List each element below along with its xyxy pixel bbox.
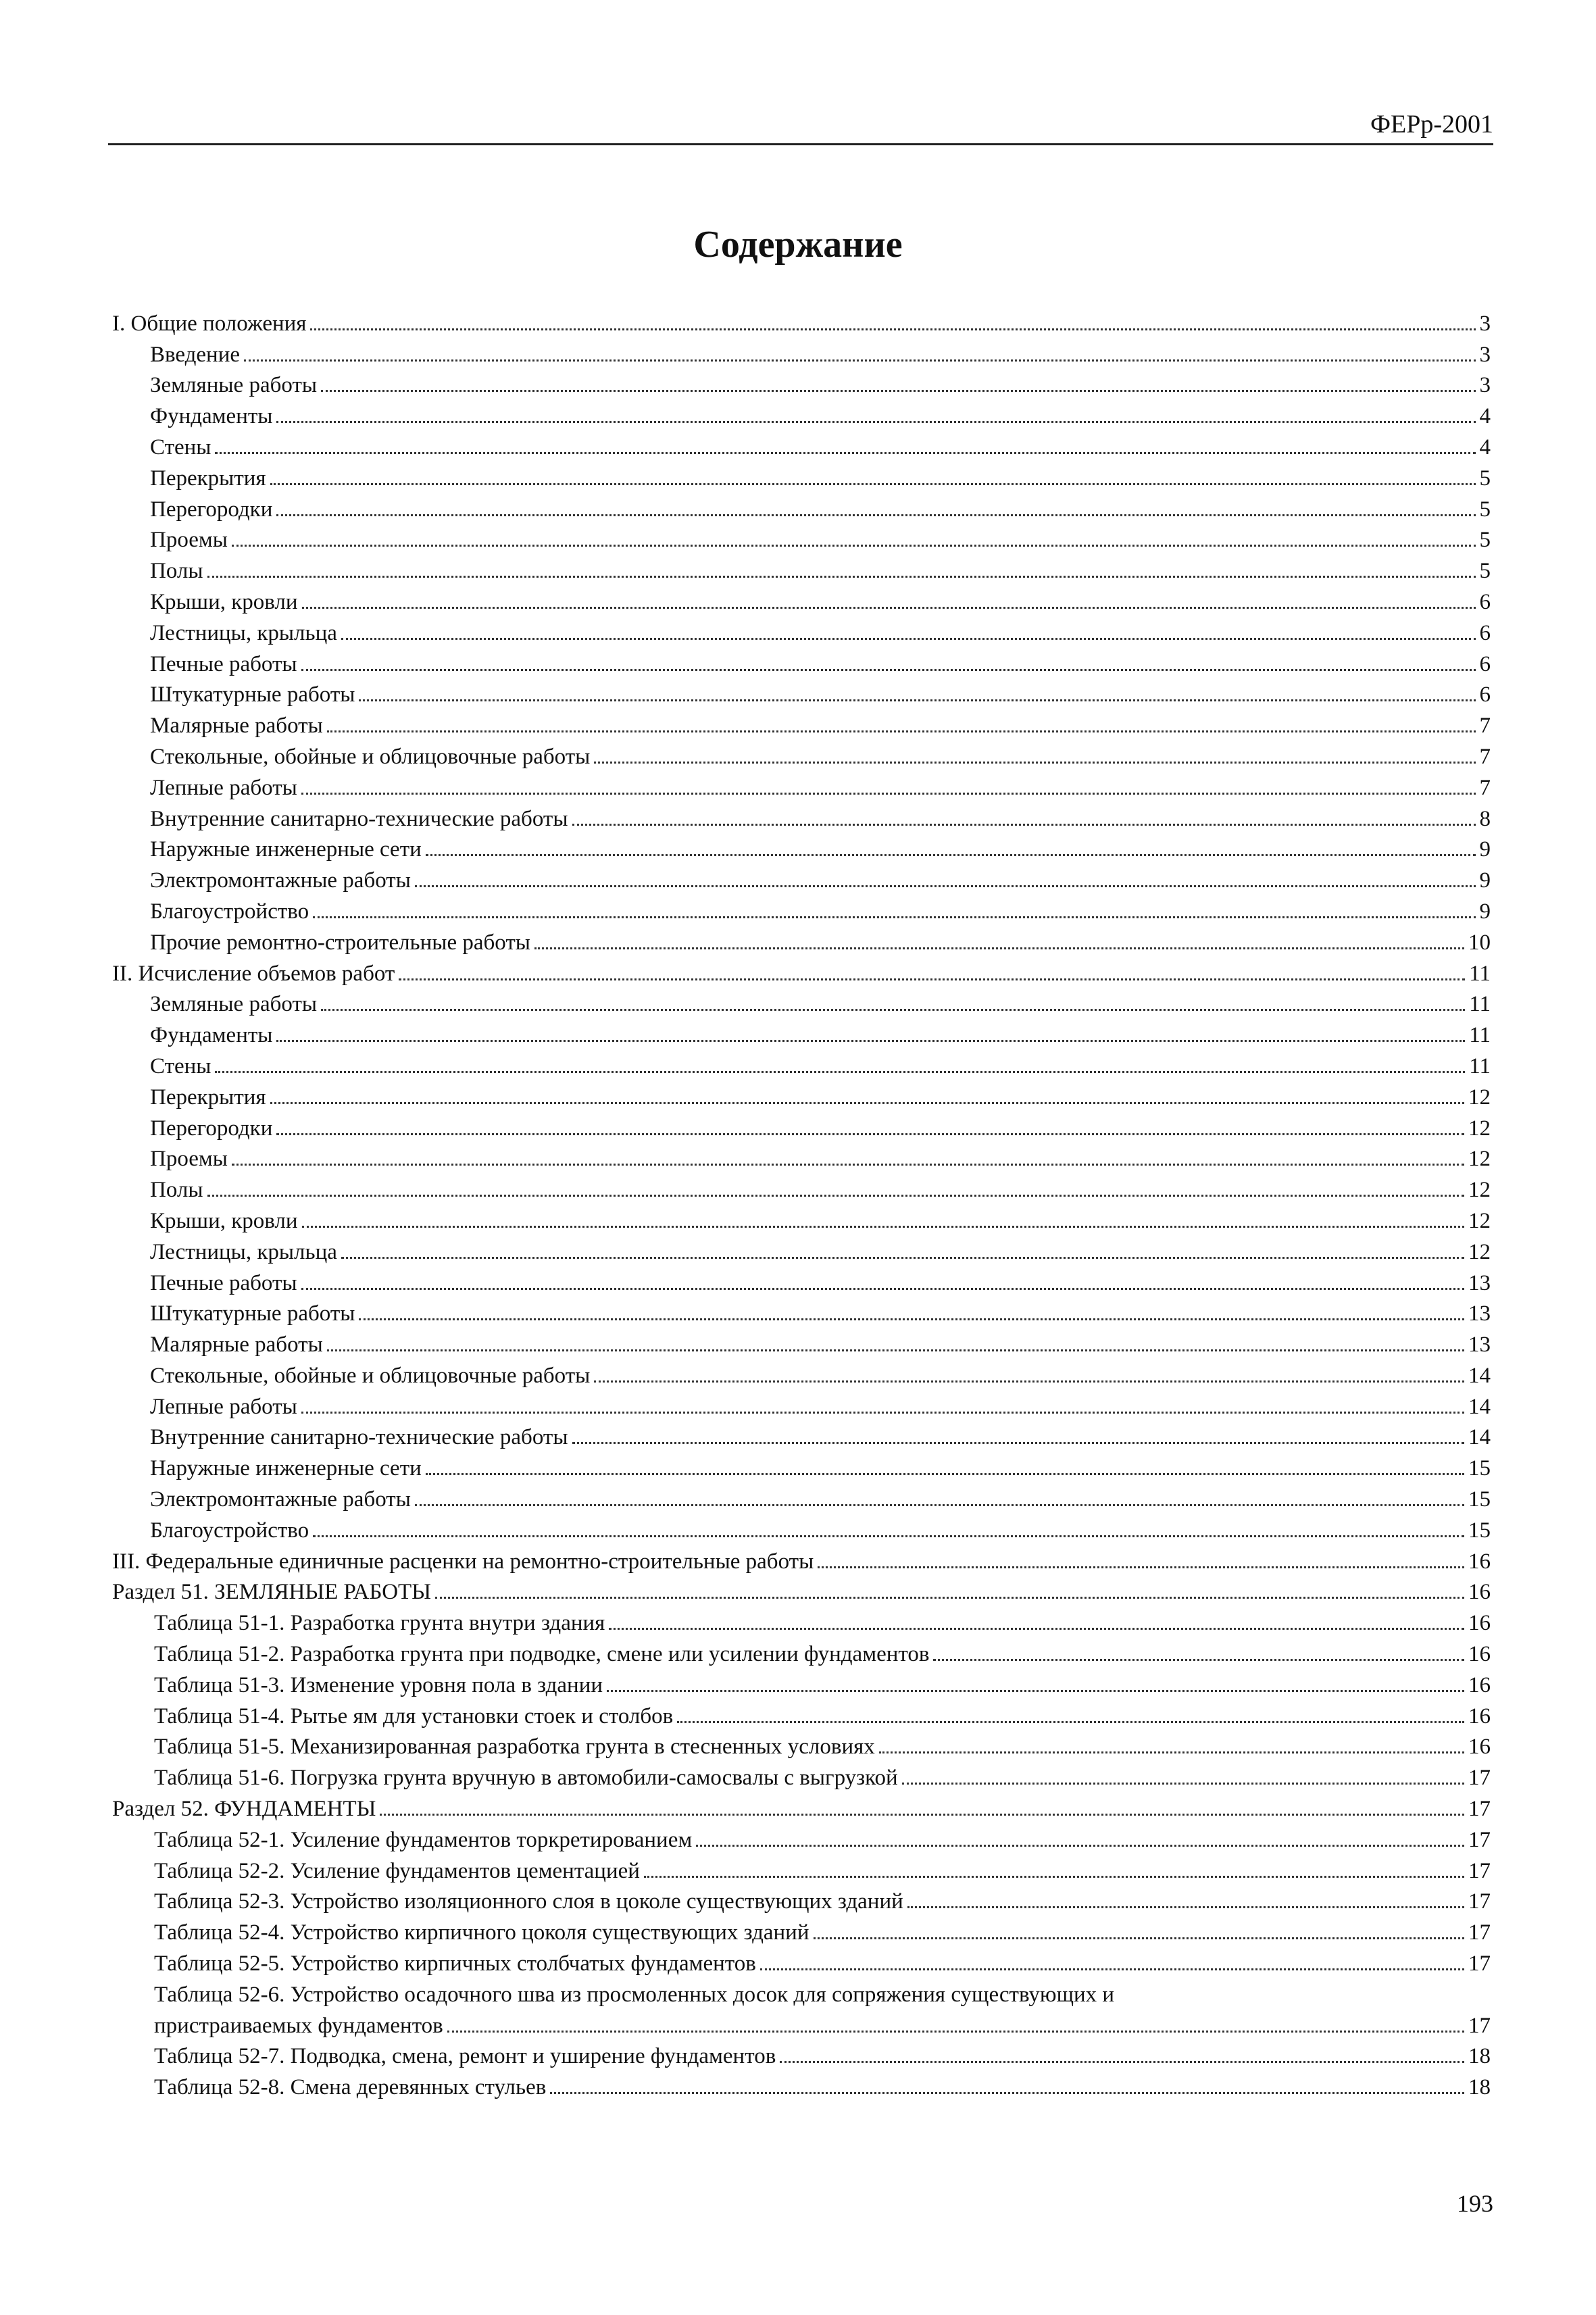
dot-leader: [902, 1783, 1464, 1785]
dot-leader: [302, 1226, 1464, 1228]
toc-entry-page: 15: [1468, 1456, 1491, 1481]
dot-leader: [933, 1659, 1464, 1661]
toc-entry-label: Введение: [150, 342, 241, 367]
toc-entry-page: 4: [1479, 434, 1491, 459]
toc-entry[interactable]: [112, 1109, 1491, 1140]
toc-entry-label: Лестницы, крыльца: [150, 620, 337, 645]
dot-leader: [232, 1164, 1464, 1166]
toc-entry[interactable]: [112, 1728, 1491, 1759]
toc-entry-page: 15: [1468, 1487, 1491, 1512]
toc-entry-page: 6: [1479, 651, 1491, 676]
toc-entry-page: 16: [1468, 1672, 1491, 1697]
toc-entry-page: 17: [1468, 1889, 1491, 1914]
toc-entry[interactable]: [112, 768, 1491, 799]
dot-leader: [415, 1504, 1464, 1506]
toc-entry-label: Проемы: [150, 528, 228, 553]
toc-entry[interactable]: [112, 1789, 1491, 1820]
dot-leader: [879, 1751, 1464, 1753]
dot-leader: [550, 2092, 1464, 2094]
toc-entry-label: Прочие ремонтно-строительные работы: [150, 930, 530, 955]
dot-leader: [215, 452, 1475, 454]
toc-entry-page: 5: [1479, 497, 1491, 522]
toc-entry-label: Земляные работы: [150, 373, 318, 398]
toc-entry-label: Таблица 52-6. Устройство осадочного шва из просмоленных досок для сопряжения существующих и: [154, 1982, 1115, 2007]
toc-entry-label: Лепные работы: [150, 1394, 297, 1419]
toc-entry[interactable]: [112, 1418, 1491, 1449]
dot-leader: [321, 390, 1475, 392]
toc-entry-label: Таблица 52-5. Устройство кирпичных столбчатых фундаментов: [154, 1951, 756, 1976]
dot-leader: [313, 916, 1475, 918]
toc-entry-label: Крыши, кровли: [150, 1208, 298, 1233]
dot-leader: [327, 730, 1476, 732]
toc-entry-label: Перекрытия: [150, 466, 266, 491]
toc-entry[interactable]: [112, 892, 1491, 923]
toc-entry-label: Стены: [150, 1053, 211, 1078]
dot-leader: [207, 1195, 1464, 1197]
toc-entry-page: 17: [1468, 1766, 1491, 1791]
toc-entry-page: 18: [1468, 2044, 1491, 2069]
toc-entry[interactable]: [112, 1047, 1491, 1078]
dot-leader: [760, 1968, 1464, 1970]
toc-entry[interactable]: [112, 1264, 1491, 1295]
toc-entry[interactable]: [112, 1666, 1491, 1697]
toc-entry[interactable]: [112, 954, 1491, 985]
toc-entry-page: 8: [1479, 806, 1491, 831]
toc-entry-page: 5: [1479, 466, 1491, 491]
toc-entry-label: Таблица 51-5. Механизированная разработка грунта в стесненных условиях: [154, 1735, 875, 1760]
toc-entry-page: 16: [1468, 1549, 1491, 1574]
toc-entry-page: 7: [1479, 714, 1491, 739]
toc-entry-label: Таблица 51-1. Разработка грунта внутри здания: [154, 1611, 605, 1636]
page-title: Содержание: [693, 224, 903, 266]
toc-entry-page: 6: [1479, 682, 1491, 707]
toc-entry-label: Полы: [150, 559, 203, 584]
toc-entry[interactable]: [112, 676, 1491, 707]
toc-entry[interactable]: [112, 1697, 1491, 1728]
toc-entry-label: Перегородки: [150, 1116, 273, 1141]
toc-entry[interactable]: [112, 2037, 1491, 2068]
toc-entry[interactable]: [112, 1480, 1491, 1511]
toc-entry-label: Таблица 52-4. Устройство кирпичного цоколя существующих зданий: [154, 1920, 809, 1945]
toc-entry-label: Наружные инженерные сети: [150, 1456, 422, 1481]
toc-entry-label: Земляные работы: [150, 992, 318, 1017]
dot-leader: [244, 359, 1475, 362]
toc-entry[interactable]: [112, 861, 1491, 892]
toc-entry[interactable]: [112, 985, 1491, 1016]
toc-entry-label: Малярные работы: [150, 1333, 323, 1358]
toc-entry-page: 7: [1479, 744, 1491, 769]
toc-entry[interactable]: [112, 1511, 1491, 1542]
dot-leader: [276, 421, 1475, 423]
toc-entry-label: II. Исчисление объемов работ: [112, 961, 395, 986]
dot-leader: [644, 1876, 1464, 1878]
dot-leader: [594, 1380, 1464, 1383]
dot-leader: [435, 1597, 1464, 1599]
toc-entry-page: 14: [1468, 1425, 1491, 1450]
dot-leader: [818, 1566, 1464, 1568]
toc-entry-page: 3: [1479, 311, 1491, 336]
toc-entry-label: Внутренние санитарно-технические работы: [150, 1425, 568, 1450]
toc-entry[interactable]: [112, 1140, 1491, 1171]
toc-entry-page: 12: [1468, 1147, 1491, 1172]
toc-entry-page: 3: [1479, 373, 1491, 398]
dot-leader: [359, 699, 1475, 701]
running-header: [108, 107, 1493, 145]
toc-entry-label: III. Федеральные единичные расценки на ремонтно-строительные работы: [112, 1549, 814, 1574]
toc-entry[interactable]: [112, 304, 1491, 335]
toc-entry-label: Стены: [150, 434, 211, 459]
toc-entry-page: 17: [1468, 2013, 1491, 2038]
toc-entry[interactable]: [112, 1883, 1491, 1914]
toc-entry[interactable]: [112, 1603, 1491, 1635]
dot-leader: [341, 638, 1476, 640]
toc-entry-page: 17: [1468, 1858, 1491, 1883]
table-of-contents: [112, 304, 1491, 2099]
toc-entry-page: 17: [1468, 1797, 1491, 1822]
toc-entry[interactable]: [112, 830, 1491, 862]
toc-entry-label: Фундаменты: [150, 1023, 273, 1048]
dot-leader: [301, 1288, 1464, 1290]
toc-entry-label: Раздел 51. ЗЕМЛЯНЫЕ РАБОТЫ: [112, 1580, 431, 1605]
toc-entry[interactable]: [112, 1233, 1491, 1264]
toc-entry-page: 17: [1468, 1920, 1491, 1945]
toc-entry[interactable]: [112, 1944, 1491, 1975]
dot-leader: [301, 1412, 1464, 1414]
toc-entry[interactable]: [112, 706, 1491, 737]
dot-leader: [270, 1102, 1464, 1104]
dot-leader: [310, 328, 1475, 330]
dot-leader: [696, 1845, 1464, 1847]
toc-entry-page: 4: [1479, 404, 1491, 429]
toc-entry[interactable]: [112, 551, 1491, 582]
toc-entry-page: 16: [1468, 1703, 1491, 1728]
toc-entry-page: 16: [1468, 1611, 1491, 1636]
dot-leader: [321, 1009, 1465, 1011]
toc-entry-label: Таблица 51-2. Разработка грунта при подводке, смене или усилении фундаментов: [154, 1642, 930, 1667]
toc-entry-page: 14: [1468, 1394, 1491, 1419]
dot-leader: [594, 762, 1475, 764]
toc-entry-label: Штукатурные работы: [150, 682, 355, 707]
toc-entry[interactable]: [112, 366, 1491, 397]
toc-entry-label: Перекрытия: [150, 1085, 266, 1110]
toc-entry[interactable]: [112, 1016, 1491, 1047]
toc-entry-label: Перегородки: [150, 497, 273, 522]
toc-entry-page: 11: [1469, 992, 1491, 1017]
toc-entry-label: Внутренние санитарно-технические работы: [150, 806, 568, 831]
dot-leader: [534, 947, 1464, 949]
dot-leader: [447, 2031, 1464, 2033]
toc-entry-page: 18: [1468, 2075, 1491, 2100]
toc-entry[interactable]: [112, 1170, 1491, 1201]
toc-entry-page: 5: [1479, 559, 1491, 584]
toc-entry[interactable]: [112, 1573, 1491, 1604]
dot-leader: [276, 1133, 1464, 1135]
dot-leader: [426, 1473, 1464, 1475]
toc-entry[interactable]: [112, 582, 1491, 614]
toc-entry-page: 13: [1468, 1301, 1491, 1326]
dot-leader: [415, 885, 1476, 887]
toc-entry-page: 11: [1469, 1053, 1491, 1078]
toc-entry-page: 10: [1468, 930, 1491, 955]
toc-entry-label: Стекольные, обойные и облицовочные работы: [150, 1363, 591, 1388]
toc-entry-page: 12: [1468, 1239, 1491, 1264]
toc-entry[interactable]: [112, 645, 1491, 676]
toc-entry-page: 9: [1479, 837, 1491, 862]
toc-entry-page: 15: [1468, 1518, 1491, 1543]
toc-entry[interactable]: [112, 1975, 1491, 2006]
toc-entry-page: 11: [1469, 961, 1491, 986]
toc-entry[interactable]: [112, 459, 1491, 490]
toc-entry-label: Таблица 51-3. Изменение уровня пола в здании: [154, 1672, 603, 1697]
toc-entry-page: 12: [1468, 1178, 1491, 1203]
toc-entry[interactable]: [112, 397, 1491, 428]
toc-entry-label: Благоустройство: [150, 1518, 309, 1543]
toc-entry[interactable]: [112, 1635, 1491, 1666]
toc-entry[interactable]: [112, 1387, 1491, 1418]
toc-entry-label: Фундаменты: [150, 404, 273, 429]
toc-entry[interactable]: [112, 1295, 1491, 1326]
toc-entry-page: 16: [1468, 1580, 1491, 1605]
toc-entry[interactable]: [112, 1356, 1491, 1387]
toc-entry-label: Таблица 51-6. Погрузка грунта вручную в автомобили-самосвалы с выгрузкой: [154, 1766, 898, 1791]
toc-entry-label: Таблица 52-2. Усиление фундаментов цементацией: [154, 1858, 640, 1883]
toc-entry-page: 16: [1468, 1735, 1491, 1760]
toc-entry-page: 12: [1468, 1085, 1491, 1110]
toc-entry[interactable]: [112, 1449, 1491, 1480]
dot-leader: [232, 545, 1476, 547]
toc-entry-label: Таблица 52-3. Устройство изоляционного слоя в цоколе существующих зданий: [154, 1889, 903, 1914]
toc-entry-label: Таблица 52-7. Подводка, смена, ремонт и уширение фундаментов: [154, 2044, 776, 2069]
toc-entry[interactable]: [112, 799, 1491, 830]
toc-entry-label: Печные работы: [150, 651, 297, 676]
toc-entry-label: I. Общие положения: [112, 311, 307, 336]
toc-entry-label: Благоустройство: [150, 899, 309, 924]
toc-entry[interactable]: [112, 1078, 1491, 1109]
toc-entry-label: пристраиваемых фундаментов: [154, 2013, 443, 2038]
toc-entry-label: Полы: [150, 1178, 203, 1203]
dot-leader: [301, 793, 1476, 795]
toc-entry-page: 11: [1469, 1023, 1491, 1048]
toc-entry-page: 6: [1479, 620, 1491, 645]
toc-entry-page: 3: [1479, 342, 1491, 367]
toc-entry-label: Таблица 52-8. Смена деревянных стульев: [154, 2075, 547, 2100]
dot-leader: [399, 978, 1465, 980]
toc-entry-page: 14: [1468, 1363, 1491, 1388]
toc-entry-label: Проемы: [150, 1147, 228, 1172]
toc-entry-page: 17: [1468, 1951, 1491, 1976]
toc-entry-label: Печные работы: [150, 1270, 297, 1295]
dot-leader: [572, 824, 1476, 826]
dot-leader: [677, 1721, 1464, 1723]
toc-entry-page: 12: [1468, 1208, 1491, 1233]
toc-entry[interactable]: [112, 923, 1491, 954]
toc-entry-label: Крыши, кровли: [150, 589, 298, 614]
dot-leader: [313, 1535, 1464, 1537]
dot-leader: [301, 669, 1476, 671]
toc-entry[interactable]: [112, 1820, 1491, 1851]
dot-leader: [607, 1690, 1464, 1692]
dot-leader: [426, 854, 1476, 856]
toc-entry-label: Малярные работы: [150, 714, 323, 739]
toc-entry[interactable]: [112, 1913, 1491, 1944]
toc-entry-page: 17: [1468, 1827, 1491, 1852]
toc-entry-page: 9: [1479, 868, 1491, 893]
toc-entry[interactable]: [112, 614, 1491, 645]
dot-leader: [907, 1906, 1464, 1908]
toc-entry-page: 5: [1479, 528, 1491, 553]
dot-leader: [270, 483, 1476, 485]
toc-entry-page: 13: [1468, 1333, 1491, 1358]
dot-leader: [380, 1814, 1464, 1816]
toc-entry[interactable]: [112, 1758, 1491, 1789]
dot-leader: [572, 1442, 1464, 1444]
toc-entry-continuation[interactable]: [112, 2006, 1491, 2037]
dot-leader: [276, 1040, 1465, 1042]
dot-leader: [302, 607, 1476, 609]
document-code: ФЕРр-2001: [1370, 110, 1493, 139]
dot-leader: [609, 1628, 1464, 1630]
toc-entry[interactable]: [112, 2068, 1491, 2099]
toc-entry[interactable]: [112, 521, 1491, 552]
dot-leader: [814, 1937, 1465, 1939]
toc-entry[interactable]: [112, 1201, 1491, 1233]
toc-entry[interactable]: [112, 1851, 1491, 1883]
dot-leader: [359, 1318, 1464, 1320]
dot-leader: [780, 2061, 1464, 2063]
toc-entry-label: Лепные работы: [150, 775, 297, 800]
toc-entry-page: 6: [1479, 589, 1491, 614]
toc-entry-page: 9: [1479, 899, 1491, 924]
toc-entry-label: Электромонтажные работы: [150, 1487, 411, 1512]
toc-entry-page: 12: [1468, 1116, 1491, 1141]
toc-entry[interactable]: [112, 335, 1491, 366]
toc-entry[interactable]: [112, 1325, 1491, 1356]
toc-entry-label: Наружные инженерные сети: [150, 837, 422, 862]
dot-leader: [276, 514, 1475, 516]
toc-entry[interactable]: [112, 737, 1491, 768]
toc-entry-page: 16: [1468, 1642, 1491, 1667]
page-number: 193: [1457, 2190, 1493, 2217]
toc-entry-label: Штукатурные работы: [150, 1301, 355, 1326]
toc-entry-label: Стекольные, обойные и облицовочные работы: [150, 744, 591, 769]
toc-entry-label: Раздел 52. ФУНДАМЕНТЫ: [112, 1797, 376, 1822]
toc-entry-label: Электромонтажные работы: [150, 868, 411, 893]
toc-entry[interactable]: [112, 490, 1491, 521]
toc-entry-page: 13: [1468, 1270, 1491, 1295]
dot-leader: [327, 1349, 1464, 1351]
toc-entry-label: Таблица 52-1. Усиление фундаментов торкретированием: [154, 1827, 693, 1852]
toc-entry-page: 7: [1479, 775, 1491, 800]
toc-entry-label: Лестницы, крыльца: [150, 1239, 337, 1264]
dot-leader: [341, 1257, 1464, 1259]
toc-entry-label: Таблица 51-4. Рытье ям для установки стоек и столбов: [154, 1703, 674, 1728]
dot-leader: [215, 1071, 1465, 1073]
dot-leader: [207, 576, 1476, 578]
toc-entry[interactable]: [112, 1542, 1491, 1573]
toc-entry[interactable]: [112, 428, 1491, 459]
